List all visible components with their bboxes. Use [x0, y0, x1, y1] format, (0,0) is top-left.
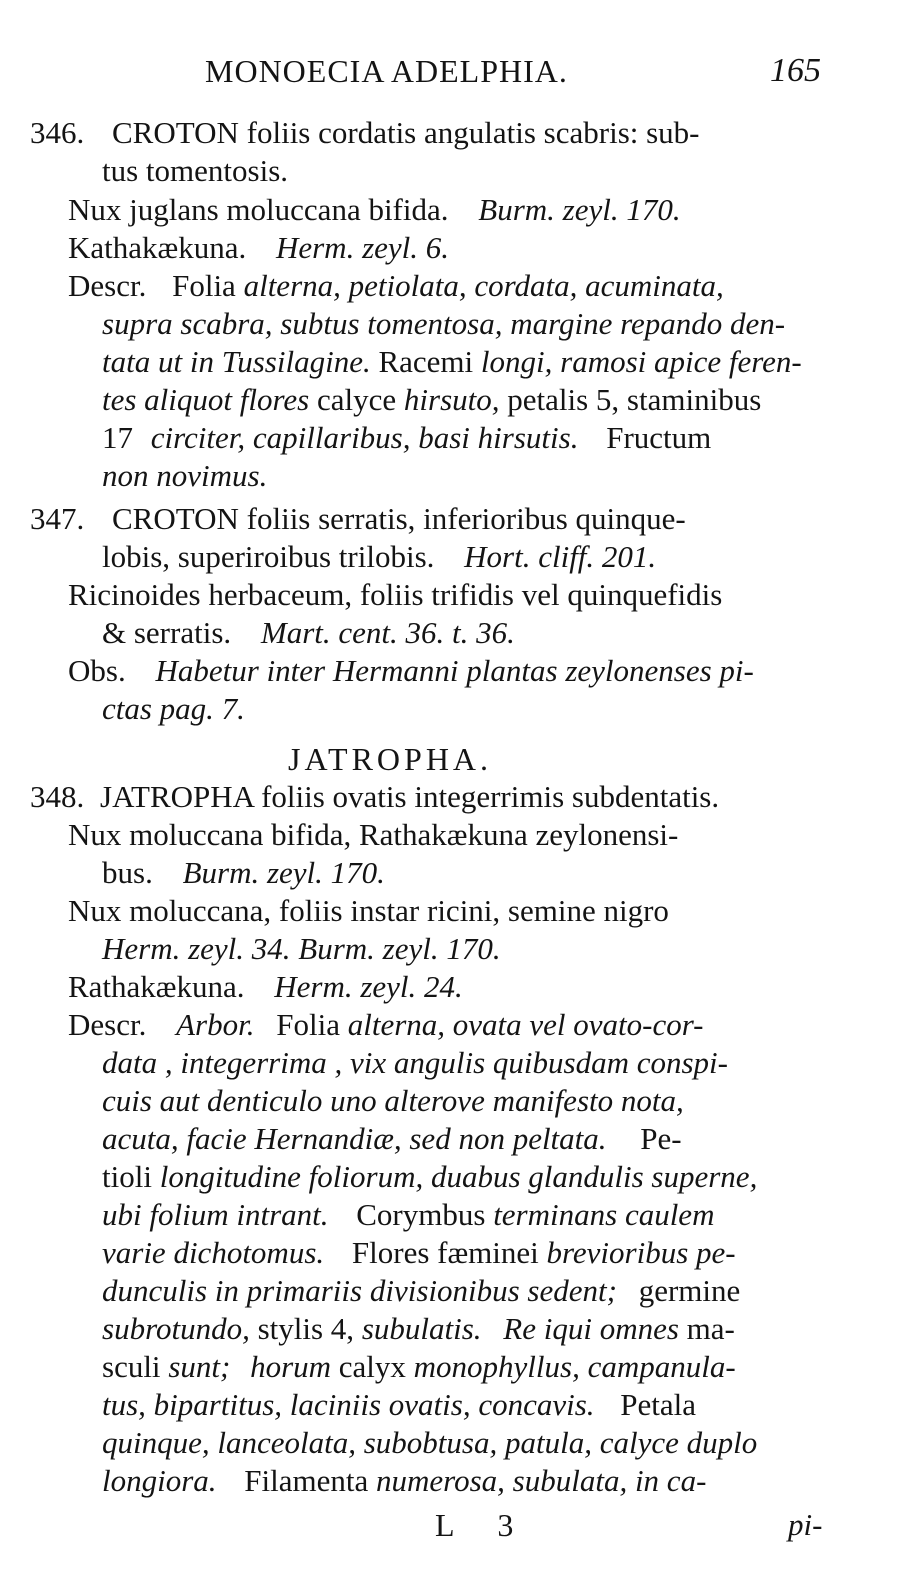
- entry-346-synonym-1: [68, 191, 681, 229]
- description-text: calyce: [317, 382, 397, 417]
- synonym-text: Nux juglans moluccana bifida.: [68, 192, 449, 227]
- page-number: 165: [770, 52, 821, 89]
- description-text-italic: ubi folium intrant.: [102, 1197, 329, 1232]
- entry-346-description-5: [102, 419, 711, 457]
- entry-348-description-10: [102, 1348, 736, 1386]
- description-text-italic: brevioribus pe-: [546, 1235, 736, 1270]
- entry-348-synonym-1b: [102, 854, 385, 892]
- description-text: stylis 4,: [257, 1311, 355, 1346]
- description-text: Filamenta: [244, 1463, 369, 1498]
- entry-346-description-4: [102, 381, 761, 419]
- description-text-italic: horum: [250, 1349, 332, 1384]
- description-text: Folia: [276, 1007, 340, 1042]
- entry-347-observation-2: ctas pag. 7.: [102, 691, 245, 726]
- description-text-italic: dunculis in primariis divisionibus sedent;: [102, 1273, 617, 1308]
- description-text-italic: tes aliquot flores: [102, 382, 310, 417]
- description-text: sculi: [102, 1349, 161, 1384]
- synonym-text: Kathakækuna.: [68, 230, 247, 265]
- description-label: Descr.: [68, 268, 147, 303]
- synonym-text: bus.: [102, 855, 153, 890]
- description-text: petalis 5, staminibus: [507, 382, 762, 417]
- description-text-italic: tus, bipartitus, laciniis ovatis, concavis.: [102, 1387, 595, 1422]
- description-label: Descr.: [68, 1007, 147, 1042]
- description-text: 17: [102, 420, 133, 455]
- synonym-reference: Herm. zeyl. 24.: [274, 969, 463, 1004]
- synonym-reference: Herm. zeyl. 6.: [275, 230, 450, 265]
- description-text-italic: alterna, petiolata, cordata, acuminata,: [243, 268, 724, 303]
- entry-346-description-1: [68, 267, 724, 305]
- synonym-reference: Burm. zeyl. 170.: [182, 855, 385, 890]
- entry-348-description-8: [102, 1272, 740, 1310]
- running-title: MONOECIA ADELPHIA.: [205, 53, 568, 89]
- description-text: tioli: [102, 1159, 152, 1194]
- section-heading: JATROPHA.: [288, 741, 493, 777]
- entry-346-description-6: non novimus.: [102, 458, 268, 493]
- description-text: Fructum: [606, 420, 712, 455]
- entry-348-description-4: [102, 1120, 682, 1158]
- entry-346-synonym-2: [68, 229, 449, 267]
- description-text: Racemi: [378, 344, 474, 379]
- description-text-italic: tata ut in Tussilagine.: [102, 344, 371, 379]
- entry-348-synonym-2b: Herm. zeyl. 34. Burm. zeyl. 170.: [102, 931, 501, 966]
- synonym-reference: Hort. cliff. 201.: [464, 539, 657, 574]
- description-text-italic: hirsuto,: [403, 382, 500, 417]
- description-text: germine: [638, 1273, 741, 1308]
- description-text-italic: Re iqui omnes: [503, 1311, 679, 1346]
- description-text-italic: circiter, capillaribus, basi hirsutis.: [150, 420, 579, 455]
- entry-348-description-6: [102, 1196, 714, 1234]
- entry-348-description-7: [102, 1234, 736, 1272]
- entry-348-description-9: [102, 1310, 735, 1348]
- entry-348-description-5: [102, 1158, 757, 1196]
- catchword: pi-: [788, 1507, 823, 1542]
- entry-347-line-1: CROTON foliis serratis, inferioribus quinque-: [112, 501, 686, 536]
- description-text-italic: subulatis.: [361, 1311, 482, 1346]
- description-text: ma-: [686, 1311, 735, 1346]
- description-text-italic: sunt;: [168, 1349, 231, 1384]
- signature-mark: L 3: [435, 1507, 532, 1543]
- description-text-italic: terminans caulem: [493, 1197, 715, 1232]
- entry-346-line-1: CROTON foliis cordatis angulatis scabris: sub-: [112, 115, 700, 150]
- entry-348-line-1: JATROPHA foliis ovatis integerrimis subdentatis.: [100, 779, 720, 814]
- entry-346-description-3: [102, 343, 802, 381]
- description-text-italic: acuta, facie Hernandiæ, sed non peltata.: [102, 1121, 607, 1156]
- entry-number-348: 348.: [30, 779, 85, 814]
- description-text-italic: longitudine foliorum, duabus glandulis superne,: [159, 1159, 758, 1194]
- description-text: lobis, superiroibus trilobis.: [102, 539, 435, 574]
- entry-348-description-11: [102, 1386, 696, 1424]
- synonym-text: Rathakækuna.: [68, 969, 245, 1004]
- synonym-reference: Burm. zeyl. 170.: [478, 192, 681, 227]
- observation-text: Habetur inter Hermanni plantas zeylonenses pi-: [155, 653, 754, 688]
- entry-348-description-1: [68, 1006, 704, 1044]
- entry-348-synonym-2a: Nux moluccana, foliis instar ricini, semine nigro: [68, 893, 669, 928]
- description-text: Folia: [172, 268, 236, 303]
- description-text-italic: varie dichotomus.: [102, 1235, 325, 1270]
- description-text: Petala: [620, 1387, 697, 1422]
- entry-346-description-2: supra scabra, subtus tomentosa, margine repando den-: [102, 306, 786, 341]
- observation-label: Obs.: [68, 653, 126, 688]
- entry-347-line-2: [102, 538, 656, 576]
- description-text-italic: alterna, ovata vel ovato-cor-: [347, 1007, 704, 1042]
- description-text-italic: Arbor.: [176, 1007, 255, 1042]
- description-text-italic: longi, ramosi apice feren-: [480, 344, 802, 379]
- description-text-italic: subrotundo,: [102, 1311, 250, 1346]
- synonym-text: & serratis.: [102, 615, 232, 650]
- synonym-reference: Mart. cent. 36. t. 36.: [260, 615, 515, 650]
- entry-348-description-3: cuis aut denticulo uno alterove manifesto nota,: [102, 1083, 684, 1118]
- description-text-italic: longiora.: [102, 1463, 217, 1498]
- entry-348-synonym-3: [68, 968, 463, 1006]
- entry-number-347: 347.: [30, 501, 85, 536]
- entry-347-observation-1: [68, 652, 754, 690]
- entry-346-line-2: tus tomentosis.: [102, 153, 289, 188]
- entry-348-description-12: quinque, lanceolata, subobtusa, patula, calyce duplo: [102, 1425, 758, 1460]
- description-text: calyx: [338, 1349, 406, 1384]
- description-text: Flores fæminei: [351, 1235, 539, 1270]
- entry-348-description-2: data , integerrima , vix angulis quibusdam conspi-: [102, 1045, 728, 1080]
- description-text: Pe-: [640, 1121, 682, 1156]
- description-text-italic: monophyllus, campanula-: [413, 1349, 736, 1384]
- entry-number-346: 346.: [30, 115, 85, 150]
- entry-347-synonym-2: [102, 614, 515, 652]
- description-text: Corymbus: [356, 1197, 486, 1232]
- description-text-italic: numerosa, subulata, in ca-: [376, 1463, 707, 1498]
- entry-348-description-13: [102, 1462, 706, 1500]
- entry-347-synonym-1: Ricinoides herbaceum, foliis trifidis vel quinquefidis: [68, 577, 723, 612]
- entry-348-synonym-1a: Nux moluccana bifida, Rathakækuna zeylonensi-: [68, 817, 679, 852]
